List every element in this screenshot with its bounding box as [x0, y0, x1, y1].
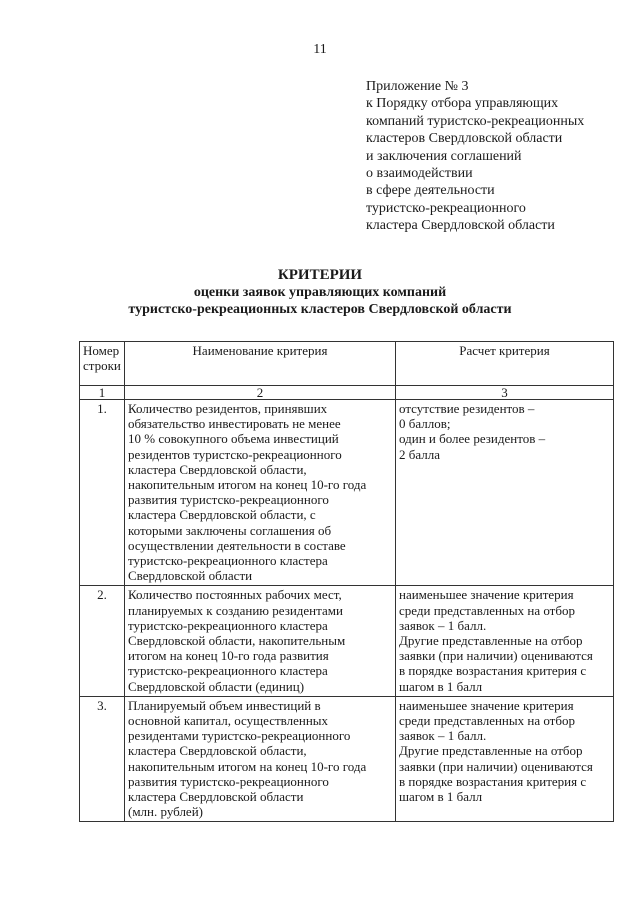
text-line: кластера Свердловской области: [128, 789, 304, 805]
text-line: которыми заключены соглашения об: [128, 522, 332, 538]
appendix-line: компаний туристско-рекреационных: [366, 113, 585, 129]
text-line: кластера Свердловской области, с: [128, 507, 316, 523]
criterion-calculation: [396, 586, 614, 696]
text-line: в порядке возрастания критерия с: [399, 773, 587, 789]
document-subtitle: туристско-рекреационных кластеров Свердловской области: [128, 302, 512, 317]
text-line: Другие представленные на отбор: [399, 633, 583, 649]
text-line: туристско-рекреационного кластера: [128, 617, 328, 633]
text-line: наименьшее значение критерия: [399, 697, 574, 713]
column-number: 2: [125, 386, 396, 400]
text-line: шагом в 1 балл: [399, 678, 483, 694]
header-criterion-calculation: Расчет критерия: [396, 342, 614, 386]
text-line: Планируемый объем инвестиций в: [128, 697, 321, 713]
text-line: один и более резидентов –: [399, 431, 546, 447]
text-line: шагом в 1 балл: [399, 789, 483, 805]
header-criterion-name: Наименование критерия: [125, 342, 396, 386]
page-number: 11: [313, 42, 327, 57]
text-line: накопительным итогом на конец 10-го года: [128, 758, 367, 774]
text-line: наименьшее значение критерия: [399, 587, 574, 603]
text-line: отсутствие резидентов –: [399, 401, 535, 416]
row-number: 2.: [80, 586, 125, 696]
text-line: Другие представленные на отбор: [399, 743, 583, 759]
criterion-name: [125, 400, 396, 586]
text-line: заявок – 1 балл.: [399, 728, 487, 744]
text-line: развития туристско-рекреационного: [128, 492, 329, 508]
table-header-row: [80, 342, 614, 386]
table-row: [80, 586, 614, 696]
text-line: заявки (при наличии) оцениваются: [399, 758, 593, 774]
text-line: кластера Свердловской области,: [128, 743, 307, 759]
column-number: 1: [80, 386, 125, 400]
text-line: резидентов туристско-рекреационного: [128, 446, 342, 462]
text-line: туристско-рекреационного кластера: [128, 553, 328, 569]
text-line: развития туристско-рекреационного: [128, 773, 329, 789]
criterion-calculation: [396, 696, 614, 822]
text-line: резидентами туристско-рекреационного: [128, 728, 351, 744]
appendix-line: о взаимодействии: [366, 166, 473, 182]
text-line: в порядке возрастания критерия с: [399, 663, 587, 679]
table-row: [80, 696, 614, 822]
header-row-number-line: Номер: [83, 343, 120, 358]
text-line: Свердловской области (единиц): [128, 678, 305, 694]
text-line: заявок – 1 балл.: [399, 617, 487, 633]
text-line: Свердловской области, накопительным: [128, 633, 346, 649]
document-subtitle: оценки заявок управляющих компаний: [193, 285, 447, 300]
text-line: среди представленных на отбор: [399, 713, 575, 729]
appendix-line: Приложение № 3: [366, 79, 469, 94]
text-line: накопительным итогом на конец 10-го года: [128, 477, 367, 493]
text-line: заявки (при наличии) оцениваются: [399, 648, 593, 664]
appendix-note: [366, 78, 626, 235]
criterion-name: [125, 696, 396, 822]
header-row-number: [80, 342, 125, 386]
row-number: 1.: [80, 400, 125, 586]
criterion-name: [125, 586, 396, 696]
text-line: планируемых к созданию резидентами: [128, 602, 343, 618]
row-number: 3.: [80, 696, 125, 822]
text-line: 10 % совокупного объема инвестиций: [128, 431, 339, 447]
text-line: 2 балла: [399, 446, 440, 462]
document-title: КРИТЕРИИ: [277, 267, 363, 283]
text-line: кластера Свердловской области,: [128, 461, 307, 477]
text-line: туристско-рекреационного кластера: [128, 663, 328, 679]
text-line: обязательство инвестировать не менее: [128, 416, 341, 432]
text-line: Количество резидентов, принявших: [128, 401, 328, 416]
appendix-line: туристско-рекреационного: [366, 200, 526, 216]
text-line: Свердловской области: [128, 568, 253, 584]
table-row: [80, 400, 614, 586]
text-line: среди представленных на отбор: [399, 602, 575, 618]
text-line: 0 баллов;: [399, 416, 451, 432]
header-row-number-line: строки: [83, 358, 121, 374]
appendix-line: кластеров Свердловской области: [366, 131, 563, 147]
column-number: 3: [396, 386, 614, 400]
appendix-line: кластера Свердловской области: [366, 218, 555, 234]
text-line: итогом на конец 10-го года развития: [128, 648, 329, 664]
criterion-calculation: [396, 400, 614, 586]
text-line: Количество постоянных рабочих мест,: [128, 587, 342, 603]
column-numbering-row: [80, 386, 614, 400]
appendix-line: и заключения соглашений: [366, 148, 522, 164]
appendix-line: в сфере деятельности: [366, 183, 495, 199]
text-line: основной капитал, осуществленных: [128, 713, 329, 729]
appendix-line: к Порядку отбора управляющих: [366, 96, 559, 112]
text-line: осуществлении деятельности в составе: [128, 537, 346, 553]
document-heading: [0, 266, 640, 318]
text-line: (млн. рублей): [128, 804, 203, 820]
criteria-table: [79, 341, 614, 822]
